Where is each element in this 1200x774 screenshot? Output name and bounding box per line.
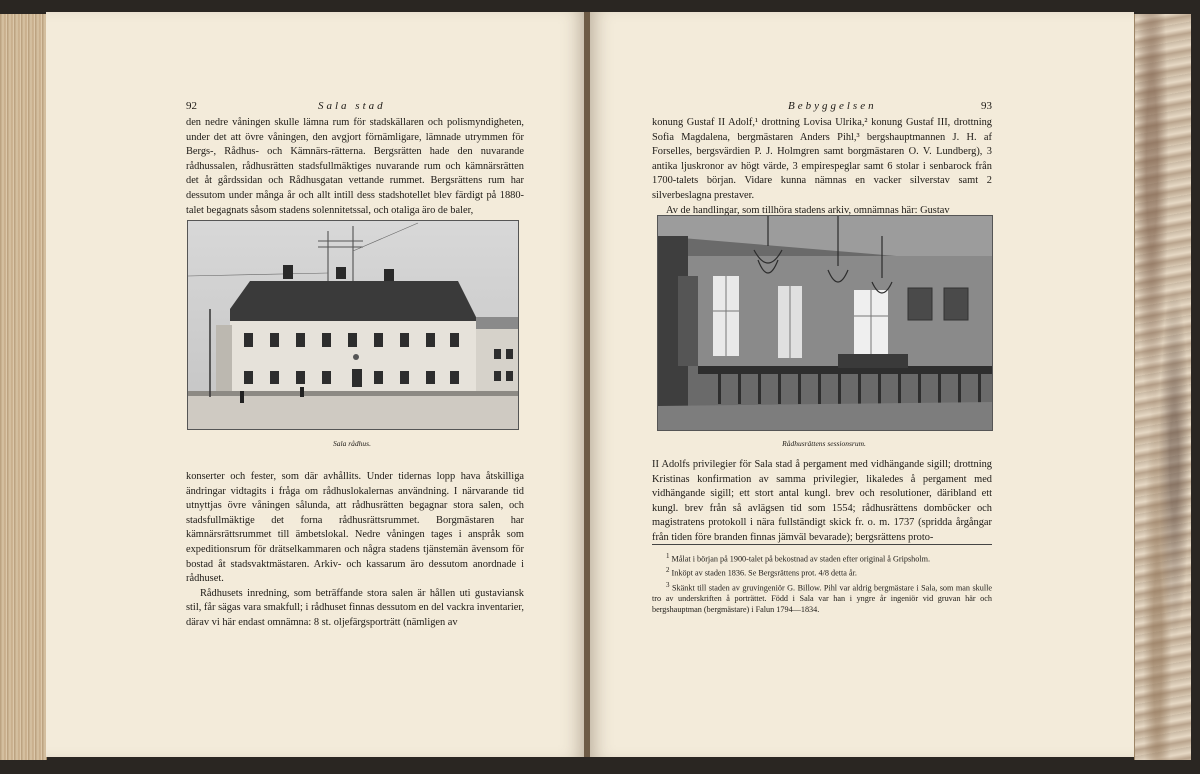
- right-running-title: Bebyggelsen: [788, 100, 877, 112]
- left-page-number: 92: [186, 100, 197, 112]
- left-paragraph-bottom: konserter och fester, som där avhållits. Under tidernas lopp hava åtskilliga ändringar vidtagits i fråga om rådhuslokalernas användning. I närvarande tid utnyttjas övre våningen sålunda, att rådhusrätten begagnar stora salen, och stadsfullmäktige det forna rådhusrättsrummet. Borgmästaren har kämnärsrättsrummet till ämbetslokal. Nedre våningen tages i anspråk som expeditionsrum för drätselkammaren och några stadens tjänstemän ävensom för bostad åt stadsvaktmästaren. Arkiv- och kassarum äro dessutom anordnade i rådhuset. Rådhusets inredning, som beträffande stora salen är hållen uti gustaviansk stil, får sägas vara smakfull; i rådhuset finnas dessutom en del vackra inventarier, därav vi här endast omnämna: 8 st. oljefärgsporträtt (nämligen av: [186, 471, 524, 628]
- sessionsrum-photo: [657, 215, 993, 431]
- right-photo-caption: Rådhusrättens sessionsrum.: [782, 439, 866, 448]
- right-page-number: 93: [981, 100, 992, 112]
- footnote-3: 3 Skänkt till staden av gruvingeniör G. Billow. Pihl var aldrig bergmästare i Sala, som man skulle tro av underskriften å porträttet. Född i Sala var han i yngre år ingeniör vid gruvan här och bergshauptman (bergmästare) i Falun 1794—1834.: [652, 580, 993, 614]
- right-paragraph-bottom: II Adolfs privilegier för Sala stad å pergament med vidhängande sigill; drottning Kristinas konfirmation av samma privilegier, likaledes å pergament med vidhängande sigill; ett stort antal kungl. brev och resolutioner, däribland ett kungl. brev från så avlägsen tid som 1554; rådhusrättens domböcker och magistratens protokoll i nära fullständigt skick fr. o. m. 1737 (spridda årgångar från tiden före branden finnas jämväl bevarade); bergsrättens proto-: [652, 459, 992, 543]
- left-running-title: Sala stad: [318, 100, 386, 112]
- footnote-rule: [652, 544, 992, 545]
- footnotes: [652, 551, 992, 615]
- right-page-edge: [1134, 14, 1191, 760]
- footnote-2: 2 Inköpt av staden 1836. Se Bergsrättens prot. 4/8 detta år.: [666, 566, 857, 579]
- right-page: [590, 12, 1134, 757]
- left-page-edge: [0, 14, 47, 760]
- right-paragraph-top: konung Gustaf II Adolf,¹ drottning Lovisa Ulrika,² konung Gustaf III, drottning Sofia Magdalena, bergmästaren Anders Pihl,³ bergshauptmannen J. H. af Forselles, bergsvärdien P. J. Holmgren samt borgmästaren O. V. Lundberg), 3 antika ljuskronor av högt värde, 3 empirespeglar samt 6 stolar i senbarock från 1700-talets början. Vidare kunna nämnas en vacker silverstav samt 2 silverbeslagna prestaver. Av de handlingar, som tillhöra stadens arkiv, omnämnas här: Gustav: [652, 117, 992, 216]
- sala-radhus-photo: [187, 220, 519, 430]
- left-photo-caption: Sala rådhus.: [333, 439, 371, 448]
- footnote-1: 1 Målat i början på 1900-talet på bekostnad av staden efter original å Gripsholm.: [666, 552, 931, 564]
- left-page: [46, 12, 584, 757]
- left-paragraph-top: den nedre våningen skulle lämna rum för stadskällaren och polismyndigheten, under det att övre våningen, den avgjort förnämligare, lämnade utrymmen för Bergs-, Rådhus- och Kämnärs-rätterna. Bergsrätten hade den nuvarande rådhussalen, rådhusrätten stadsfullmäktiges nuvarande rum och kämnärsrätten det åt gårdssidan och Rådhusgatan vettande rummet. Bergsrättens rum har dessutom under många år och allt intill dess stadshotellet blev färdigt på 1880-talet begagnats såsom stadens solennitetssal, och otaliga äro de baler,: [186, 117, 524, 216]
